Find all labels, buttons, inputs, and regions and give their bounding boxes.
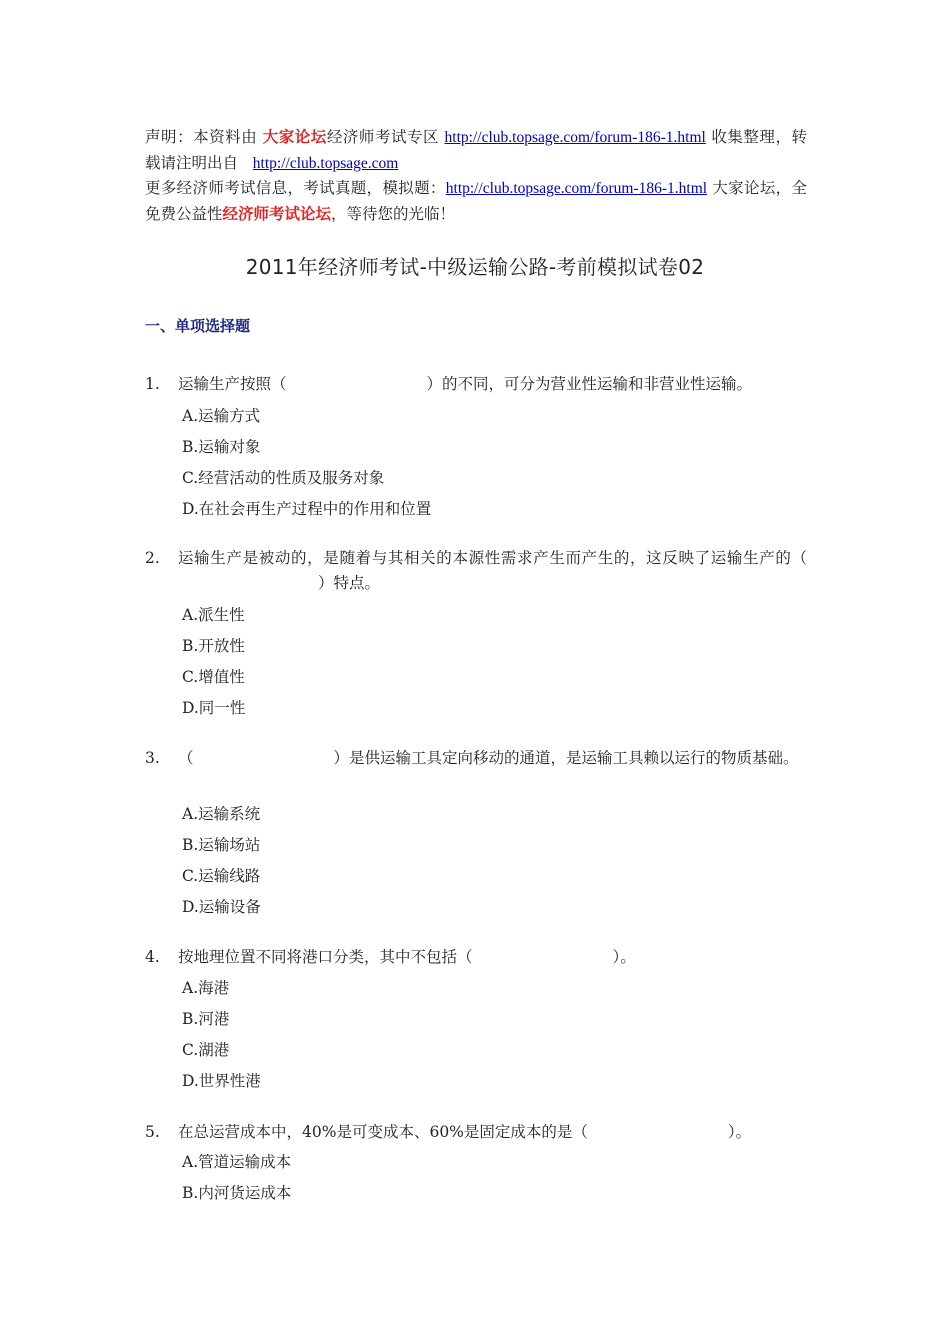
forum-name: 大家论坛 [262,127,327,146]
question-text-after: ）。 [727,1123,752,1141]
option-a: A.管道运输成本 [182,1153,292,1171]
option-c: C.湖港 [182,1041,230,1059]
question-text-after: ）是供运输工具定向移动的通道，是运输工具赖以运行的物质基础。 [333,749,799,767]
question-text-before: 运输生产是被动的，是随着与其相关的本源性需求产生而产生的，这反映了运输生产的（ [178,549,807,567]
declaration-text: 经济师考试专区 [326,128,445,146]
forum-name: 经济师考试论坛 [222,203,332,223]
option-d: D.同一性 [182,699,246,717]
question-text-before: 在总运营成本中，40%是可变成本、60%是固定成本的是（ [178,1123,588,1141]
option-b: B.河港 [182,1010,230,1028]
option-d: D.世界性港 [182,1072,261,1090]
declaration-text: ，等待您的光临！ [331,204,456,223]
option-b: B.运输场站 [182,836,261,854]
option-b: B.内河货运成本 [182,1184,292,1202]
question-text-before: 运输生产按照（ [178,375,287,393]
forum-link[interactable]: http://club.topsage.com/forum-186-1.html [444,129,706,146]
option-d: D.运输设备 [182,898,261,916]
question-number: 3. [145,749,160,767]
question-number: 1. [145,375,160,393]
option-d: D.在社会再生产过程中的作用和位置 [182,500,432,518]
option-c: C.经营活动的性质及服务对象 [182,469,385,487]
forum-link[interactable]: http://club.topsage.com/forum-186-1.html [445,180,708,197]
option-a: A.海港 [182,979,230,997]
option-a: A.派生性 [182,606,245,624]
question-text [178,746,807,771]
question-number: 2. [145,549,160,567]
question-number: 4. [145,948,160,966]
question-1 [145,372,807,397]
question-text [178,372,807,397]
section-heading: 一、单项选择题 [145,317,251,335]
question-text-before: 按地理位置不同将港口分类，其中不包括（ [178,948,473,966]
question-2 [145,546,807,595]
question-text [178,1120,807,1145]
question-number: 5. [145,1123,160,1141]
question-5 [145,1120,807,1145]
question-text-before: （ [178,749,194,767]
declaration [145,125,807,226]
question-4 [145,945,807,970]
option-a: A.运输方式 [182,407,261,425]
site-link[interactable]: http://club.topsage.com [252,154,399,172]
question-text [178,945,807,970]
question-text-after: ）的不同，可分为营业性运输和非营业性运输。 [426,375,753,393]
declaration-text: 声明：本资料由 [145,128,263,146]
option-c: C.增值性 [182,668,245,686]
document-title: 2011年经济师考试-中级运输公路-考前模拟试卷02 [245,255,705,279]
question-text [178,546,807,595]
option-b: B.运输对象 [182,438,261,456]
question-text-after: ）。 [612,948,636,966]
declaration-text: 更多经济师考试信息，考试真题，模拟题： [145,179,446,197]
option-c: C.运输线路 [182,867,261,885]
declaration-text: 收集整理，转载请注明出自 [145,128,807,172]
declaration-text: 大家论坛，全免费公益性 [145,179,807,223]
option-a: A.运输系统 [182,805,261,823]
question-3 [145,746,807,771]
question-text-after: ）特点。 [318,573,381,592]
option-b: B.开放性 [182,637,245,655]
